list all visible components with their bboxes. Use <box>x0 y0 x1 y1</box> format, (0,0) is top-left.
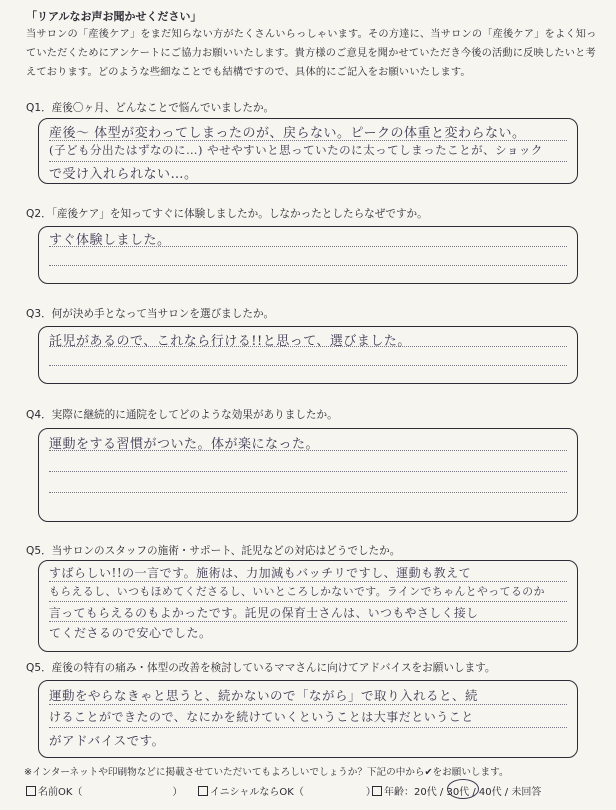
answer-6-line-3: がアドバイスです。 <box>49 733 165 748</box>
option-initial-close: ） <box>365 787 376 798</box>
option-name-close: ） <box>172 787 183 798</box>
rule-line <box>49 581 567 582</box>
question-2-label: Q2．「産後ケア」を知ってすぐに体験しましたか。しなかったとしたらなぜですか。 <box>26 208 428 220</box>
question-5-label: Q5．当サロンのスタッフの施術・サポート、託児などの対応はどうでしたか。 <box>26 545 401 557</box>
checkbox-icon[interactable] <box>26 786 36 796</box>
publication-consent-note: ※インターネットや印刷物などに掲載させていただいてもよろしいでしょうか？下記の中から✔をお願いします。 <box>24 767 509 778</box>
answer-1-line-3: で受け入れられない…。 <box>49 167 198 182</box>
answer-6-line-2: けることができたので、なにかを続けていくということは大事だということ <box>49 710 474 724</box>
rule-line <box>49 265 567 266</box>
rule-line <box>49 621 567 622</box>
answer-box-4[interactable] <box>38 428 578 522</box>
answer-box-1[interactable] <box>38 118 578 184</box>
answer-5-line-4: てくださるので安心でした。 <box>49 626 212 640</box>
form-intro: 当サロンの「産後ケア」をまだ知らない方がたくさんいらっしゃいます。その方達に、当サロンの「産後ケア」をよく知っていただくためにアンケートにご協力お願いいたします。貴方様のご意見を聞かせていただき今後の活動に反映したいと考えております。どのような些細なことでも結構ですので、具体的にご記入をお願いいたします。 <box>26 29 597 78</box>
form-title: 「リアルなお声お聞かせください」 <box>26 10 202 23</box>
rule-line <box>49 471 567 472</box>
answer-5-line-1: すばらしい!!の一言です。施術は、力加減もバッチリですし、運動も教えて <box>49 566 472 580</box>
answer-2-line-1: すぐ体験しました。 <box>49 233 171 248</box>
answer-5-line-3: 言ってもらえるのもよかったです。託児の保育士さんは、いつもやさしく接し <box>49 606 479 620</box>
answer-4-line-1: 運動をする習慣がついた。体が楽になった。 <box>49 437 320 452</box>
question-3-label: Q3．何が決め手となって当サロンを選びましたか。 <box>26 308 275 320</box>
answer-6-line-1: 運動をやらなきゃと思うと、続かないので「ながら」で取り入れると、続 <box>49 688 479 703</box>
checkbox-icon[interactable] <box>372 786 382 796</box>
answer-box-2[interactable] <box>38 226 578 284</box>
option-initial-ok[interactable] <box>198 783 376 798</box>
answer-3-line-1: 託児があるので、これなら行ける!!と思って、選びました。 <box>49 334 411 349</box>
option-age-label: 年齢：20代 / 30代 / 40代 / 未回答 <box>384 787 542 798</box>
question-4-label: Q4．実際に継続的に通院をしてどのような効果がありましたか。 <box>26 409 338 421</box>
rule-line <box>49 704 567 705</box>
rule-line <box>49 492 567 493</box>
option-name-label: 名前OK（ <box>38 787 83 798</box>
answer-box-6[interactable] <box>38 680 578 758</box>
rule-line <box>49 727 567 728</box>
rule-line <box>49 365 567 366</box>
answer-box-3[interactable] <box>38 326 578 384</box>
option-initial-label: イニシャルならOK（ <box>210 787 304 798</box>
option-name-ok[interactable] <box>26 783 182 798</box>
answer-1-line-1: 産後～ 体型が変わってしまったのが、戻らない。ピークの体重と変わらない。 <box>49 126 526 141</box>
rule-line <box>49 601 567 602</box>
answer-box-5[interactable] <box>38 560 578 652</box>
question-6-label: Q5．産後の特有の痛み・体型の改善を検討しているママさんに向けてアドバイスをお願いします。 <box>26 662 496 674</box>
rule-line <box>49 161 567 162</box>
selected-age-circle <box>447 779 479 799</box>
answer-5-line-2: もらえるし、いつもほめてくださるし、いいところしかないです。ラインでちゃんとやってるのか <box>49 585 545 598</box>
question-1-label: Q1．産後〇ヶ月、どんなことで悩んでいましたか。 <box>26 102 275 114</box>
checkbox-icon[interactable] <box>198 786 208 796</box>
answer-1-line-2: (子ども分出たはずなのに…) やせやすいと思っていたのに太ってしまったことが、ショック <box>49 143 543 157</box>
